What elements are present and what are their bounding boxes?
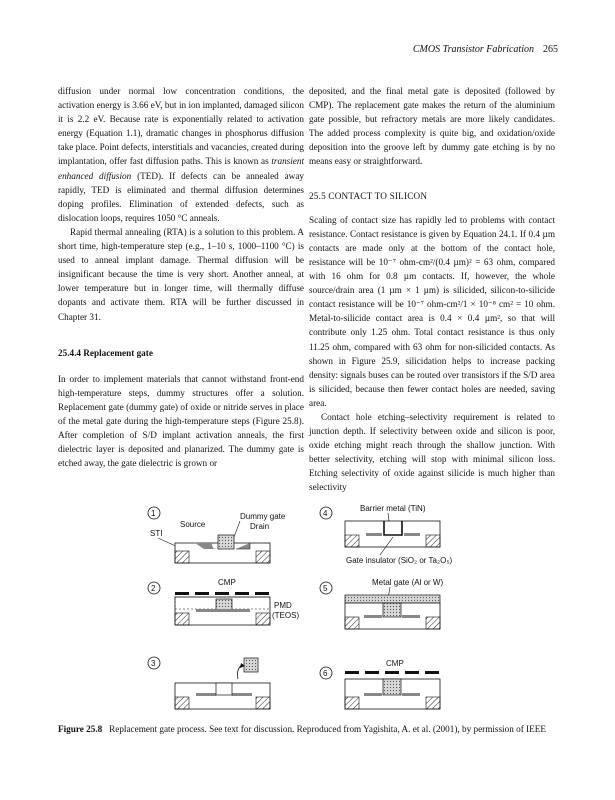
paragraph: Scaling of contact size has rapidly led to problems with contact resistance. Contact resistance is given by Equation 24.1. If 0.4 µm contacts are made only at the bottom of the contact hole, resistance will be 10⁻⁷ ohm-cm²/(0.4 µm)² = 63 ohm, compared with 16 ohm for 0.8 µm contacts. If, however, the whole source/drain area (1 µm × 1 µm) is silicided, silicon-to-silicide contact resistance will be 10⁻⁷ ohm-cm²/1 × 10⁻⁸ cm² = 10 ohm. Metal-to-silicide contact area is 0.4 × 0.4 µm², so that will contribute only 1.25 ohm. Total contact resistance is thus only 11.25 ohm, compared with 63 ohm for non-silicided contacts. As shown in Figure 25.9, silicidation helps to increase packing density: signals buses can be routed over transistors if the S/D area is silicided, because then fewer contact holes are needed, saving area. [309,214,555,408]
step-number: 5 [323,584,328,593]
step-number: 6 [323,669,328,678]
label-dummy-gate: Dummy gate [240,512,286,521]
label-cmp-final: CMP [386,659,404,668]
figure-replacement-gate [140,503,490,713]
label-teos: (TEOS) [272,611,300,620]
right-column [309,84,555,495]
step-number: 3 [151,659,156,668]
label-drain: Drain [250,522,270,531]
label-barrier-metal: Barrier metal (TiN) [360,504,426,513]
step-4-diagram [320,504,453,565]
step-number: 1 [151,509,156,518]
label-sti: STI [150,529,163,538]
section-heading-replacement-gate: 25.4.4 Replacement gate [58,347,153,358]
running-title: CMOS Transistor Fabrication [412,44,534,55]
label-source: Source [180,520,206,529]
step-2-diagram [148,578,299,625]
label-gate-insulator: Gate insulator (SiO₂ or Ta₂O₅) [346,556,453,565]
step-3-diagram [148,657,270,709]
caption-text: Replacement gate process. See text for discussion. Reproduced from Yagishita, A. et al. (2001), by permission of IEEE [109,724,546,734]
figure-caption [58,723,555,736]
page-number: 265 [543,44,558,55]
label-metal-gate: Metal gate (Al or W) [372,578,444,587]
paragraph: Contact hole etching–selectivity requirement is related to junction depth. If selectivity between oxide and silicon is poor, oxide etching might reach through the shallow junction. With better selectivity, etching will stop with minimal silicon loss. Etching selectivity of oxide against silicide is much higher than selectivity [309,411,555,493]
figure-label: Figure 25.8 [58,724,103,734]
step-1-diagram [148,507,286,563]
step-number: 4 [323,509,328,518]
running-header [58,44,558,58]
step-6-diagram [320,659,440,709]
paragraph: In order to implement materials that cannot withstand front-end high-temperature steps, dummy structures offer a solution. Replacement gate (dummy gate) of oxide or nitride serves in place of the metal gate during the high-temperature steps (Figure 25.8). After completion of S/D implant activation anneals, the first dielectric layer is deposited and planarized. The dummy gate is etched away, the gate dielectric is grown or [58,373,304,469]
step-number: 2 [151,584,156,593]
step-5-diagram [320,578,443,629]
label-pmd: PMD [274,601,292,610]
left-column [58,84,304,470]
emphasis-ted: transient enhanced diffusion [58,156,305,181]
paragraph: Rapid thermal annealing (RTA) is a solution to this problem. A short time, high-temperature step (e.g., 1–10 s, 1000–1100 °C) is used to anneal implant damage. Thermal diffusion will be insignificant because the time is very short. Another anneal, at lower temperature but in longer time, will thermally diffuse dopants and activate them. RTA will be further discussed in Chapter 31. [58,226,304,322]
paragraph: deposited, and the final metal gate is deposited (followed by CMP). The replacement gate makes the return of the aluminium gate possible, but refractory metals are more likely candidates. The added process complexity is quite big, and oxidation/oxide deposition into the groove left by dummy gate etching is by no means easy or straightforward. [309,86,555,167]
paragraph: diffusion under normal low concentration conditions, the activation energy is 3.66 eV, but in ion implanted, damaged silicon it is 2.2 eV. Because rate is exponentially related to activation energy (Equation 1.1), dramatic changes in phosphorus diffusion take place. Point defects, interstitials and vacancies, created during implantation, offer fast diffusion paths. This is known as transient enhanced diffusion (TED). If defects can be annealed away rapidly, TED is eliminated and thermal diffusion determines doping profiles. Elimination of extended defects, such as dislocation loops, requires 1050 °C anneals. [58,86,305,223]
section-heading-contact-to-silicon: 25.5 CONTACT TO SILICON [309,190,428,201]
label-cmp: CMP [218,578,236,587]
